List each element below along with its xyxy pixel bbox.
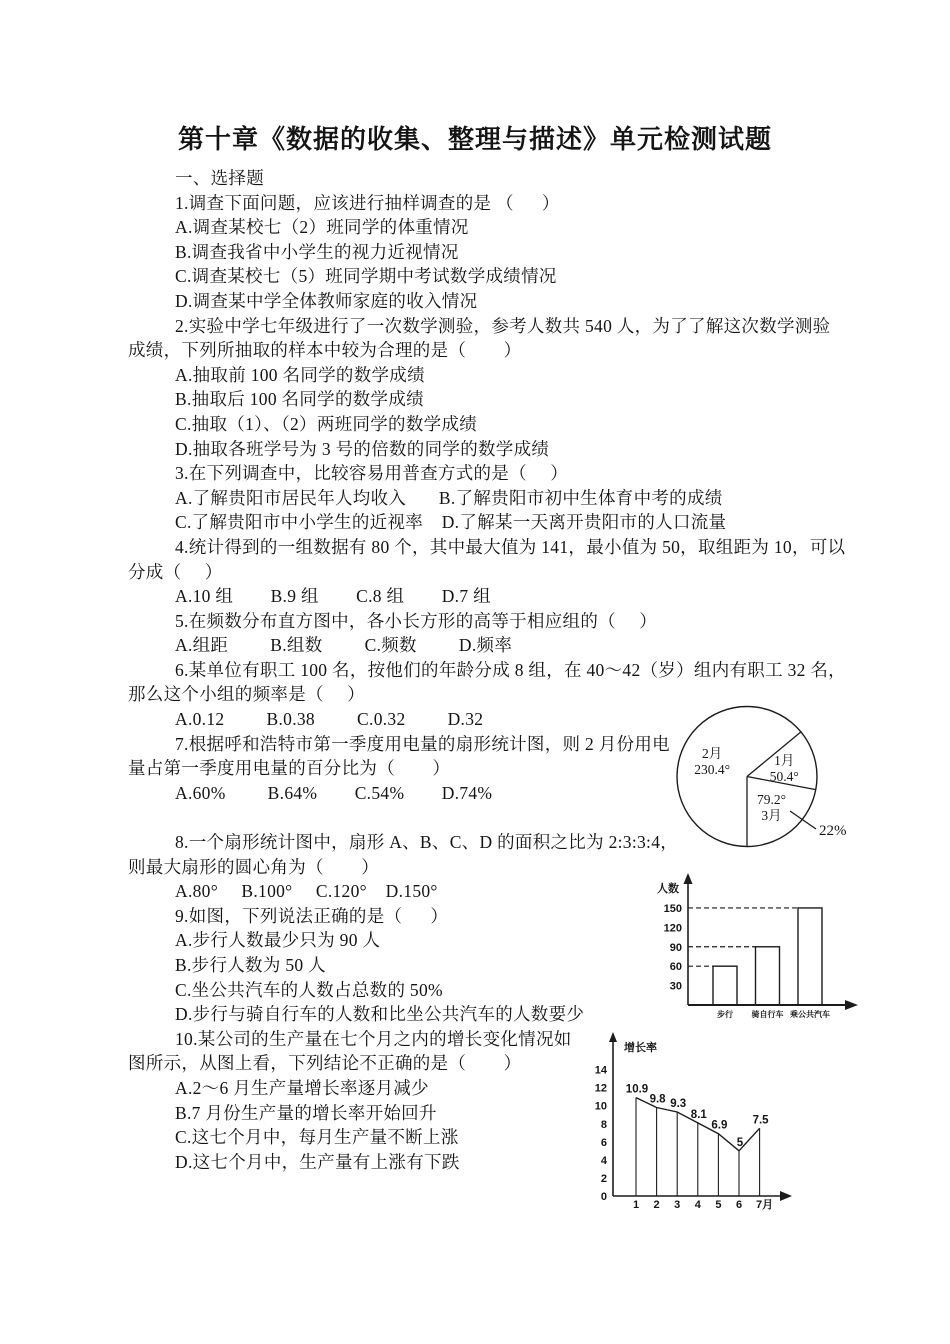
pie-slice-degrees: 230.4° bbox=[694, 762, 731, 778]
line-point-value-label: 5 bbox=[736, 1136, 744, 1149]
pie-slice-label: 79.2° bbox=[757, 792, 787, 808]
text-line: C.抽取（1）、（2）两班同学的数学成绩 bbox=[175, 413, 478, 434]
text-line: D.抽取各班学号为 3 号的倍数的同学的数学成绩 bbox=[175, 438, 550, 459]
bar bbox=[713, 966, 737, 1005]
bar-category-label: 骑自行车 bbox=[751, 1010, 784, 1019]
bar-category-label: 乘公共汽车 bbox=[790, 1010, 830, 1019]
text-line: B.步行人数为 50 人 bbox=[175, 955, 326, 975]
text-line: A.2～6 月生产量增长率逐月减少 bbox=[175, 1077, 429, 1098]
text-line: 8.一个扇形统计图中，扇形 A、B、C、D 的面积之比为 2:3:3:4， bbox=[175, 832, 679, 853]
line-point-value-label: 9.3 bbox=[670, 1098, 687, 1111]
text-line: A.60% B.64% C.54% D.74% bbox=[175, 782, 493, 803]
line-y-tick-label: 4 bbox=[600, 1154, 607, 1167]
line-y-tick-label: 0 bbox=[600, 1191, 607, 1203]
text-line: A.组距 B.组数 C.频数 D.频率 bbox=[175, 635, 513, 656]
bar bbox=[756, 947, 780, 1005]
text-line: 成绩，下列所抽取的样本中较为合理的是（ ） bbox=[128, 340, 522, 361]
text-line: A.抽取前 100 名同学的数学成绩 bbox=[175, 364, 425, 385]
text-line: 4.统计得到的一组数据有 80 个，其中最大值为 141，最小值为 50，取组距为 10，可以 bbox=[175, 536, 846, 557]
text-line: 分成（ ） bbox=[128, 561, 223, 582]
pie-callout-line bbox=[790, 811, 816, 829]
text-line: A.了解贵阳市居民年人均收入 B.了解贵阳市初中生体育中考的成绩 bbox=[175, 487, 723, 508]
bar-y-axis-arrow-icon bbox=[684, 873, 693, 884]
line-point-value-label: 9.8 bbox=[649, 1093, 666, 1106]
bar bbox=[798, 908, 822, 1005]
text-line: C.调查某校七（5）班同学期中考试数学成绩情况 bbox=[175, 266, 557, 287]
pie-slice-degrees: 3月 bbox=[761, 808, 782, 824]
line-y-axis-title: 增长率 bbox=[624, 1042, 657, 1054]
line-x-tick-label: 4 bbox=[694, 1199, 701, 1211]
text-line: B.调查我省中小学生的视力近视情况 bbox=[175, 241, 459, 262]
text-line: A.10 组 B.9 组 C.8 组 D.7 组 bbox=[175, 586, 491, 607]
text-line: B.抽取后 100 名同学的数学成绩 bbox=[175, 389, 424, 410]
bar-x-axis-arrow-icon bbox=[845, 1000, 858, 1010]
pie-slice-label: 2月 bbox=[702, 746, 723, 762]
pie-slice-degrees: 50.4° bbox=[769, 768, 799, 784]
text-line: D.这七个月中，生产量有上涨有下跌 bbox=[175, 1151, 460, 1172]
line-x-tick-label: 1 bbox=[632, 1199, 640, 1211]
line-point-value-label: 7.5 bbox=[752, 1114, 769, 1127]
line-x-tick-label: 2 bbox=[653, 1199, 660, 1211]
pie-slice-label: 1月 bbox=[774, 752, 795, 768]
text-line: D.调查某中学全体教师家庭的收入情况 bbox=[175, 290, 478, 311]
text-line: 2.实验中学七年级进行了一次数学测验，参考人数共 540 人，为了了解这次数学测验 bbox=[175, 315, 831, 336]
line-x-tick-label: 7月 bbox=[756, 1199, 774, 1211]
text-line: A.调查某校七（2）班同学的体重情况 bbox=[175, 217, 469, 238]
text-line: 1.调查下面问题，应该进行抽样调查的是 （ ） bbox=[175, 192, 560, 213]
bar-chart bbox=[630, 870, 950, 1040]
line-point-value-label: 10.9 bbox=[625, 1083, 649, 1096]
text-line: 7.根据呼和浩特市第一季度用电量的扇形统计图，则 2 月份用电 bbox=[175, 733, 670, 754]
text-line: 则最大扇形的圆心角为（ ） bbox=[128, 856, 379, 877]
text-line: A.0.12 B.0.38 C.0.32 D.32 bbox=[175, 709, 484, 730]
pie-chart bbox=[640, 680, 950, 890]
text-line: 一、选择题 bbox=[175, 168, 264, 188]
text-line: 10.某公司的生产量在七个月之内的增长变化情况如 bbox=[175, 1028, 572, 1049]
line-y-axis-arrow-icon bbox=[609, 1032, 617, 1042]
bar-y-tick-label: 90 bbox=[669, 941, 682, 954]
text-line: 6.某单位有职工 100 名，按他们的年龄分成 8 组，在 40～42（岁）组内有职工 32 名， bbox=[175, 659, 846, 680]
line-y-tick-label: 10 bbox=[594, 1100, 607, 1113]
text-line: A.步行人数最少只为 90 人 bbox=[175, 930, 381, 951]
bar-y-axis-title: 人数 bbox=[657, 883, 679, 895]
text-line: A.80° B.100° C.120° D.150° bbox=[175, 881, 438, 902]
text-line: B.7 月份生产量的增长率开始回升 bbox=[175, 1102, 437, 1123]
bar-category-label: 步行 bbox=[717, 1010, 733, 1019]
line-chart bbox=[590, 1030, 910, 1230]
line-point-value-label: 6.9 bbox=[711, 1119, 728, 1132]
text-line: 3.在下列调查中，比较容易用普查方式的是（ ） bbox=[175, 463, 569, 484]
bar-y-tick-label: 150 bbox=[663, 902, 682, 915]
bar-y-tick-label: 120 bbox=[663, 922, 682, 935]
line-x-tick-label: 5 bbox=[715, 1199, 722, 1211]
line-x-tick-label: 3 bbox=[674, 1199, 681, 1211]
text-line: D.步行与骑自行车的人数和比坐公共汽车的人数要少 bbox=[175, 1004, 585, 1025]
line-y-tick-label: 2 bbox=[600, 1172, 607, 1185]
line-x-axis-arrow-icon bbox=[780, 1191, 792, 1201]
line-x-tick-label: 6 bbox=[735, 1199, 743, 1211]
page-title: 第十章《数据的收集、整理与描述》单元检测试题 bbox=[177, 125, 772, 154]
pie-callout-label: 22% bbox=[819, 823, 847, 839]
line-y-tick-label: 14 bbox=[594, 1064, 607, 1077]
line-y-tick-label: 6 bbox=[600, 1136, 607, 1149]
text-line: 9.如图，下列说法正确的是（ ） bbox=[175, 905, 449, 926]
text-line: 5.在频数分布直方图中，各小长方形的高等于相应组的（ ） bbox=[175, 610, 658, 631]
text-line: C.坐公共汽车的人数占总数的 50% bbox=[175, 979, 443, 1000]
bar-y-tick-label: 30 bbox=[669, 980, 682, 993]
line-y-tick-label: 8 bbox=[600, 1118, 607, 1131]
bar-y-tick-label: 60 bbox=[669, 961, 682, 974]
line-point-value-label: 8.1 bbox=[690, 1108, 707, 1121]
text-line: 量占第一季度用电量的百分比为（ ） bbox=[128, 758, 451, 779]
text-line: 图所示，从图上看，下列结论不正确的是（ ） bbox=[128, 1053, 522, 1074]
line-y-tick-label: 12 bbox=[594, 1082, 607, 1095]
text-line: C.这七个月中，每月生产量不断上涨 bbox=[175, 1127, 459, 1148]
text-line: C.了解贵阳市中小学生的近视率 D.了解某一天离开贵阳市的人口流量 bbox=[175, 512, 727, 533]
text-line: 那么这个小组的频率是（ ） bbox=[128, 684, 365, 705]
